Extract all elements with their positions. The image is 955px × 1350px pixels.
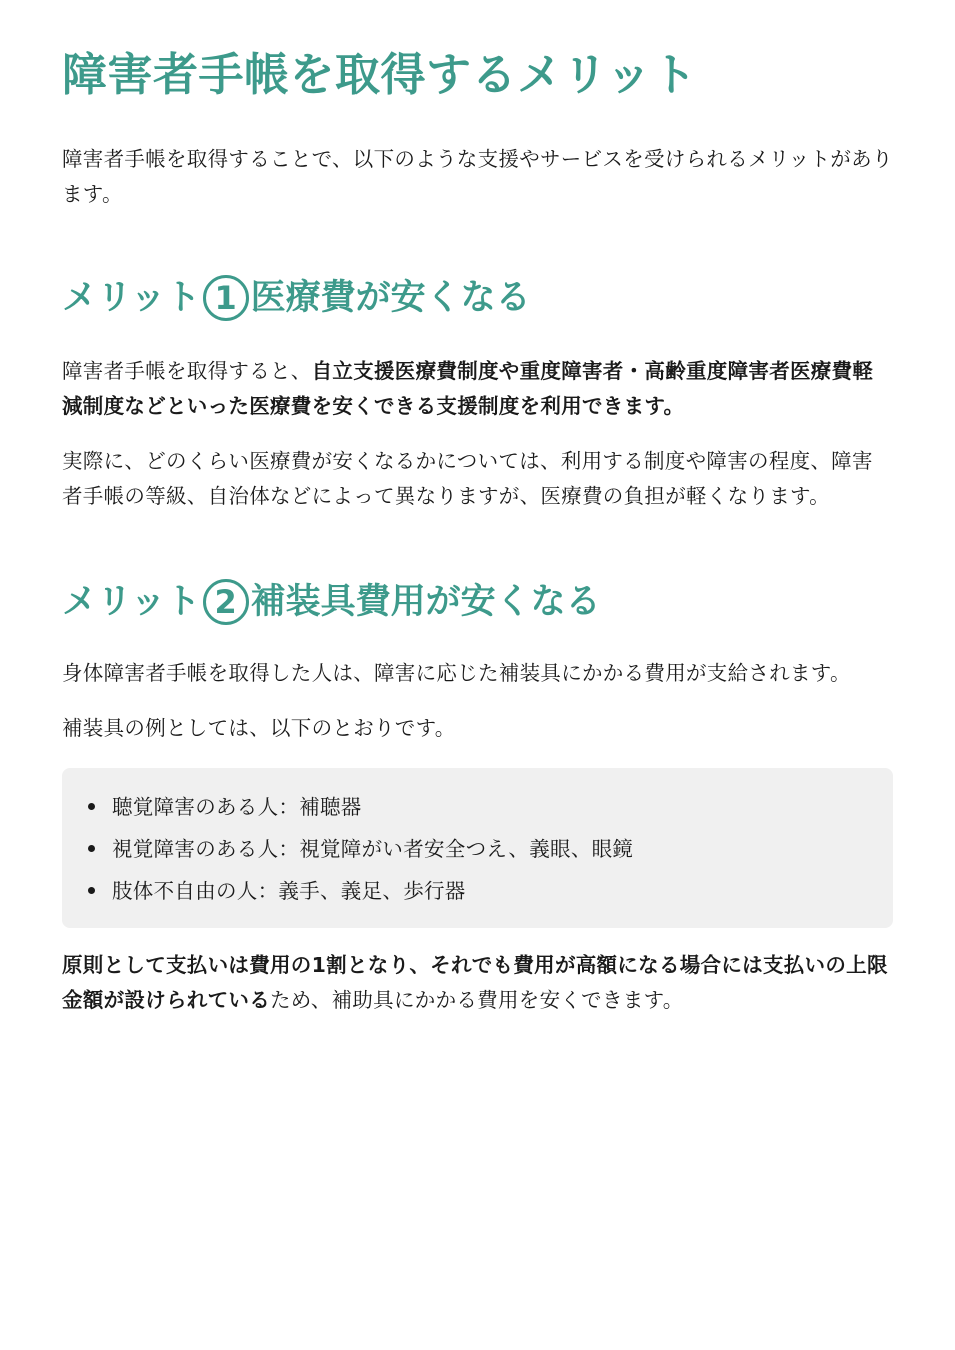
list-item (112, 786, 893, 828)
list-item-text: 聴覚障害のある人：補聴器 (112, 795, 362, 819)
merit-2-paragraph-1: 身体障害者手帳を取得した人は、障害に応じた補装具にかかる費用が支給されます。 (62, 661, 851, 685)
merit-2-title: 補装具費用が安くなる (250, 582, 601, 622)
page-title: 障害者手帳を取得するメリット (62, 48, 698, 101)
merit-2-heading (62, 578, 893, 626)
assistive-device-list-box (62, 768, 893, 928)
merit-1-paragraph-2: 実際に、どのくらい医療費が安くなるかについては、利用する制度や障害の程度、障害者手帳の等級、自治体などによって異なりますが、医療費の負担が軽くなります。 (62, 449, 873, 508)
list-item (112, 828, 893, 870)
merit-2-paragraph-2: 補装具の例としては、以下のとおりです。 (62, 716, 456, 740)
merit-2-final-plain: ため、補助具にかかる費用を安くできます。 (270, 988, 684, 1012)
list-item (112, 870, 893, 912)
merit-1-title: 医療費が安くなる (250, 278, 531, 318)
assistive-device-list (112, 786, 893, 912)
circled-number-1: 1 (203, 275, 249, 321)
merit-1-paragraph-1-bold: 自立支援医療費制度や重度障害者・高齢重度障害者医療費軽減制度などといった医療費を安くできる支援制度を利用できます。 (62, 359, 874, 418)
merit-2-final-paragraph (62, 948, 893, 1018)
merit-1-prefix: メリット (62, 278, 201, 318)
bullet-icon (88, 845, 95, 852)
intro-paragraph: 障害者手帳を取得することで、以下のような支援やサービスを受けられるメリットがあります。 (62, 147, 893, 206)
bullet-icon (88, 803, 95, 810)
merit-2-prefix: メリット (62, 582, 201, 622)
merit-2-final-bold: 原則として支払いは費用の1割となり、それでも費用が高額になる場合には支払いの上限金額が設けられている (62, 953, 888, 1012)
bullet-icon (88, 887, 95, 894)
merit-1-heading (62, 274, 893, 322)
list-item-text: 視覚障害のある人：視覚障がい者安全つえ、義眼、眼鏡 (112, 837, 634, 861)
merit-1-paragraph-1 (62, 354, 893, 424)
merit-1-paragraph-1-plain: 障害者手帳を取得すると、 (62, 359, 312, 383)
list-item-text: 肢体不自由の人：義手、義足、歩行器 (112, 879, 466, 903)
circled-number-2: 2 (203, 579, 249, 625)
